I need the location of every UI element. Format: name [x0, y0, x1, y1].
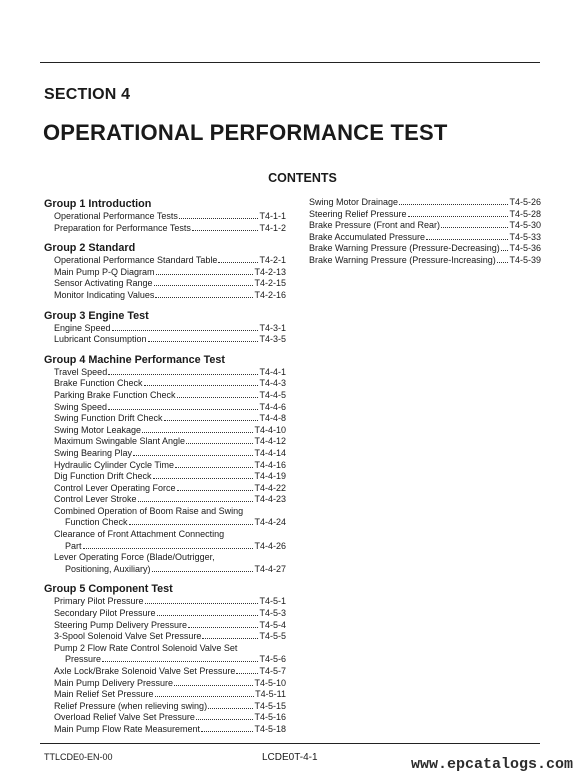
toc-leader-dots — [129, 524, 254, 525]
toc-entry[interactable] — [44, 378, 286, 390]
toc-leader-dots — [497, 262, 509, 263]
toc-entry-page: T4-4-10 — [254, 424, 286, 435]
toc-leader-dots — [236, 673, 258, 674]
toc-entry[interactable] — [44, 712, 286, 724]
toc-entry-title-cont: Positioning, Auxiliary) — [65, 563, 151, 574]
toc-entry-title: Main Pump Delivery Pressure — [54, 677, 174, 688]
toc-entry[interactable] — [44, 564, 286, 576]
toc-entry-title: Dig Function Drift Check — [54, 471, 152, 482]
toc-entry-title-cont: Function Check — [65, 517, 128, 528]
toc-leader-dots — [441, 227, 508, 228]
toc-entry-title[interactable]: Clearance of Front Attachment Connecting — [54, 529, 225, 540]
toc-entry-title: Main Pump Flow Rate Measurement — [54, 723, 201, 734]
toc-entry-title: Swing Motor Leakage — [54, 424, 142, 435]
toc-entry[interactable] — [309, 243, 541, 255]
toc-entry[interactable] — [44, 448, 286, 460]
toc-right-column — [309, 197, 541, 267]
toc-entry[interactable] — [44, 596, 286, 608]
toc-entry-page: T4-4-27 — [254, 563, 286, 574]
toc-leader-dots — [153, 478, 254, 479]
toc-entry-page: T4-4-1 — [259, 366, 286, 377]
toc-entry-page: T4-5-10 — [254, 677, 286, 688]
toc-leader-dots — [138, 501, 254, 502]
toc-entry-title: Primary Pilot Pressure — [54, 596, 144, 607]
toc-entry-page: T4-4-14 — [254, 447, 286, 458]
toc-entry-title: Axle Lock/Brake Solenoid Valve Set Pressure — [54, 666, 236, 676]
toc-entry[interactable] — [44, 678, 286, 690]
toc-entry-title: Control Lever Operating Force — [54, 482, 176, 493]
toc-leader-dots — [188, 627, 258, 628]
toc-entry-page: T4-5-7 — [259, 666, 286, 676]
toc-entry-page: T4-5-30 — [509, 220, 541, 231]
toc-leader-dots — [177, 397, 259, 398]
toc-leader-dots — [164, 420, 259, 421]
toc-entry[interactable] — [44, 608, 286, 620]
toc-entry-title-cont: Part — [65, 540, 82, 551]
toc-entry-page: T4-5-36 — [509, 243, 541, 254]
toc-group-heading: Group 5 Component Test — [44, 583, 173, 596]
toc-entry[interactable] — [44, 724, 286, 736]
toc-entry-page: T4-4-8 — [259, 413, 286, 424]
toc-leader-dots — [192, 230, 259, 231]
toc-entry[interactable] — [44, 390, 286, 402]
toc-leader-dots — [408, 216, 509, 217]
toc-leader-dots — [155, 696, 255, 697]
top-rule — [40, 62, 540, 63]
toc-entry-page: T4-4-5 — [259, 389, 286, 400]
toc-entry-title: Swing Motor Drainage — [309, 197, 399, 207]
toc-entry[interactable] — [44, 367, 286, 379]
toc-entry-title: Operational Performance Standard Table — [54, 255, 218, 266]
toc-leader-dots — [177, 490, 254, 491]
toc-entry[interactable] — [44, 290, 286, 302]
toc-entry[interactable] — [44, 223, 286, 235]
toc-entry-title: Relief Pressure (when relieving swing) — [54, 700, 208, 711]
toc-entry-page: T4-4-24 — [254, 517, 286, 528]
toc-entry-title[interactable]: Pump 2 Flow Rate Control Solenoid Valve Set — [54, 642, 238, 653]
toc-leader-dots — [155, 297, 253, 298]
toc-entry[interactable] — [44, 483, 286, 495]
toc-entry-title: Swing Function Drift Check — [54, 413, 163, 424]
toc-entry-page: T4-2-16 — [254, 289, 286, 300]
page-title: OPERATIONAL PERFORMANCE TEST — [43, 120, 448, 145]
toc-entry-title[interactable]: Lever Operating Force (Blade/Outrigger, — [54, 552, 215, 563]
toc-leader-dots — [145, 603, 259, 604]
toc-entry-page: T4-2-13 — [254, 266, 286, 277]
bottom-rule — [40, 743, 540, 744]
toc-group-heading: Group 4 Machine Performance Test — [44, 353, 225, 366]
toc-entry-title: Brake Function Check — [54, 378, 143, 389]
toc-entry-title: Overload Relief Valve Set Pressure — [54, 712, 195, 723]
toc-entry-page: T4-5-4 — [259, 619, 286, 630]
toc-leader-dots — [112, 330, 259, 331]
toc-entry[interactable] — [309, 232, 541, 244]
toc-entry-page: T4-5-33 — [509, 231, 541, 242]
toc-leader-dots — [202, 638, 258, 639]
toc-entry[interactable] — [44, 402, 286, 414]
toc-entry-title: Lubricant Consumption — [54, 334, 147, 345]
toc-entry-page: T4-5-15 — [254, 700, 286, 711]
toc-entry-title: Brake Warning Pressure (Pressure-Increasing) — [309, 254, 496, 265]
toc-leader-dots — [501, 250, 509, 251]
toc-entry-page: T4-5-11 — [255, 689, 286, 700]
toc-entry-title: Steering Pump Delivery Pressure — [54, 619, 188, 630]
toc-entry-page: T4-3-1 — [259, 322, 286, 333]
toc-entry[interactable] — [44, 413, 286, 425]
toc-entry[interactable] — [309, 197, 541, 209]
toc-entry-title: Main Relief Set Pressure — [54, 689, 154, 700]
toc-leader-dots — [218, 262, 258, 263]
toc-leader-dots — [201, 731, 253, 732]
toc-entry-title: Steering Relief Pressure — [309, 208, 407, 219]
toc-entry[interactable] — [44, 689, 286, 701]
toc-entry[interactable] — [44, 323, 286, 335]
toc-leader-dots — [83, 548, 254, 549]
toc-entry[interactable] — [44, 517, 286, 529]
toc-entry-title: Control Lever Stroke — [54, 494, 137, 505]
toc-entry[interactable] — [44, 541, 286, 553]
toc-leader-dots — [156, 274, 254, 275]
toc-entry-title: Secondary Pilot Pressure — [54, 608, 156, 619]
toc-entry-title: Sensor Activating Range — [54, 278, 153, 289]
toc-entry[interactable] — [44, 211, 286, 223]
toc-left-column — [44, 197, 286, 736]
watermark: www.epcatalogs.com — [410, 756, 573, 773]
toc-entry-page: T4-5-18 — [254, 723, 286, 734]
toc-entry[interactable] — [44, 494, 286, 506]
toc-leader-dots — [426, 239, 508, 240]
toc-entry-page: T4-4-16 — [254, 459, 286, 470]
toc-entry-page: T4-5-1 — [259, 596, 286, 607]
toc-entry[interactable] — [44, 255, 286, 267]
toc-entry[interactable] — [44, 460, 286, 472]
toc-entry[interactable] — [44, 654, 286, 666]
toc-entry[interactable] — [44, 334, 286, 346]
toc-leader-dots — [154, 285, 254, 286]
toc-leader-dots — [102, 661, 258, 662]
toc-entry-title: Main Pump P-Q Diagram — [54, 266, 155, 277]
toc-entry[interactable] — [309, 209, 541, 221]
toc-entry-page: T4-4-3 — [259, 378, 286, 389]
toc-entry[interactable] — [44, 631, 286, 643]
toc-group-heading: Group 1 Introduction — [44, 198, 152, 210]
toc-leader-dots — [142, 432, 253, 433]
contents-heading: CONTENTS — [268, 171, 337, 185]
toc-entry[interactable] — [44, 278, 286, 290]
section-label: SECTION 4 — [44, 86, 131, 103]
toc-entry-title: Parking Brake Function Check — [54, 389, 176, 400]
toc-leader-dots — [108, 374, 258, 375]
toc-entry-title: Maximum Swingable Slant Angle — [54, 436, 186, 447]
toc-entry-title: Brake Warning Pressure (Pressure-Decreasing) — [309, 243, 500, 254]
toc-entry-page: T4-4-12 — [254, 436, 286, 447]
toc-entry-page: T4-4-19 — [254, 471, 286, 482]
toc-entry[interactable] — [309, 255, 541, 267]
toc-entry-title: Swing Bearing Play — [54, 447, 133, 458]
toc-leader-dots — [144, 385, 259, 386]
toc-entry-page: T4-2-1 — [259, 255, 286, 266]
toc-group-heading: Group 2 Standard — [44, 242, 136, 255]
toc-entry-title: Preparation for Performance Tests — [54, 222, 191, 233]
toc-leader-dots — [179, 218, 259, 219]
toc-entry-page: T4-5-3 — [259, 608, 286, 619]
toc-entry-page: T4-5-6 — [259, 654, 286, 665]
toc-entry-page: T4-2-15 — [254, 278, 286, 289]
toc-leader-dots — [152, 571, 254, 572]
toc-entry-title: Brake Accumulated Pressure — [309, 231, 426, 242]
toc-leader-dots — [157, 615, 259, 616]
toc-entry-page: T4-5-39 — [509, 254, 541, 265]
toc-leader-dots — [399, 204, 508, 205]
toc-entry[interactable] — [44, 471, 286, 483]
toc-leader-dots — [108, 409, 258, 410]
toc-entry-title: Brake Pressure (Front and Rear) — [309, 220, 441, 231]
toc-entry[interactable] — [44, 267, 286, 279]
toc-entry-title: Travel Speed — [54, 366, 108, 377]
toc-entry-title: Hydraulic Cylinder Cycle Time — [54, 459, 175, 470]
toc-entry[interactable] — [44, 666, 286, 678]
toc-leader-dots — [196, 719, 254, 720]
toc-leader-dots — [148, 341, 259, 342]
toc-leader-dots — [208, 708, 253, 709]
toc-leader-dots — [175, 467, 253, 468]
toc-entry-title: Monitor Indicating Values — [54, 289, 155, 300]
toc-leader-dots — [186, 443, 253, 444]
toc-entry[interactable] — [309, 220, 541, 232]
footer-page-code: LCDE0T-4-1 — [262, 752, 318, 763]
toc-leader-dots — [174, 685, 253, 686]
toc-entry-page: T4-4-26 — [254, 540, 286, 551]
toc-entry-page: T4-5-16 — [254, 712, 286, 723]
toc-entry[interactable] — [44, 701, 286, 713]
toc-entry-title: Swing Speed — [54, 401, 108, 412]
toc-entry-page: T4-5-26 — [509, 197, 541, 207]
toc-group-heading: Group 3 Engine Test — [44, 309, 149, 322]
toc-entry-page: T4-4-6 — [259, 401, 286, 412]
toc-leader-dots — [133, 455, 253, 456]
toc-entry-title[interactable]: Combined Operation of Boom Raise and Swing — [54, 505, 244, 516]
footer-doc-code: TTLCDE0-EN-00 — [44, 752, 113, 762]
toc-entry-page: T4-3-5 — [259, 334, 286, 345]
toc-entry[interactable] — [44, 436, 286, 448]
toc-entry-page: T4-1-1 — [259, 211, 286, 221]
toc-entry[interactable] — [44, 425, 286, 437]
toc-entry-title: Operational Performance Tests — [54, 211, 178, 221]
toc-entry-title: 3-Spool Solenoid Valve Set Pressure — [54, 631, 202, 642]
toc-entry-title-cont: Pressure — [65, 654, 102, 665]
toc-entry-page: T4-4-22 — [254, 482, 286, 493]
toc-entry-page: T4-1-2 — [259, 222, 286, 233]
toc-entry-page: T4-5-28 — [509, 208, 541, 219]
toc-entry[interactable] — [44, 620, 286, 632]
toc-entry-page: T4-4-23 — [254, 494, 286, 505]
toc-entry-title: Engine Speed — [54, 322, 111, 333]
toc-entry-page: T4-5-5 — [259, 631, 286, 642]
